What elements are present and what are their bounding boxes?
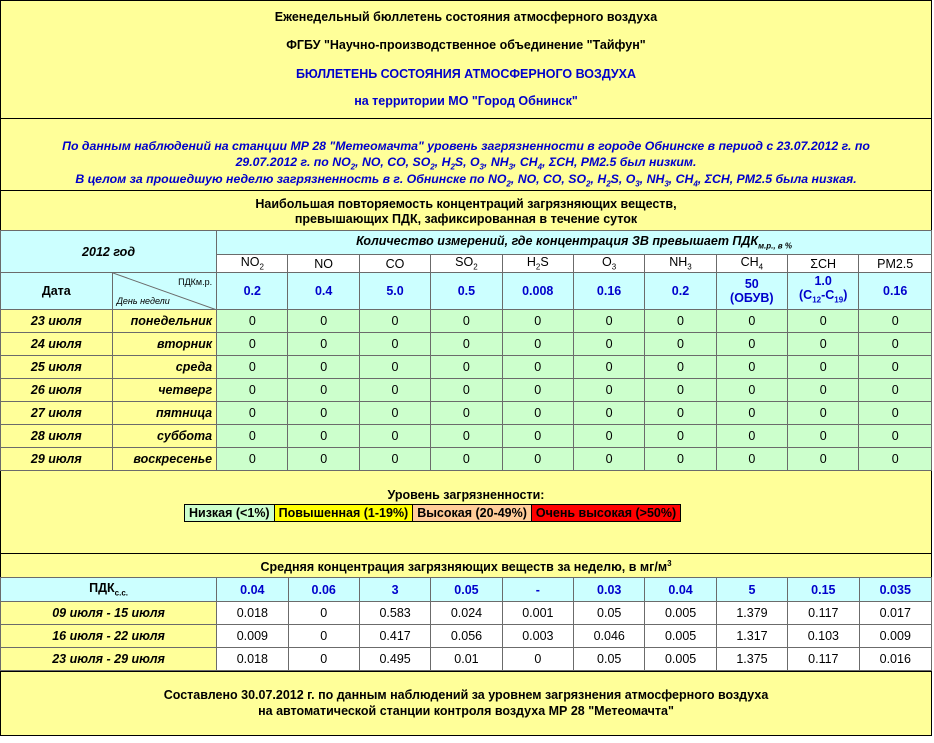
pdk-mr-label: ПДКм.р. bbox=[178, 277, 213, 287]
exceedance-value: 0 bbox=[288, 448, 359, 471]
exceedance-value: 0 bbox=[431, 448, 502, 471]
substance-h2s: $H_2S$ bbox=[502, 255, 573, 273]
exceedance-value: 0 bbox=[716, 310, 787, 333]
exceedance-value: 0 bbox=[359, 379, 430, 402]
exceedance-value: 0 bbox=[288, 310, 359, 333]
exceedance-value: 0 bbox=[573, 425, 644, 448]
exceedance-value: 0 bbox=[645, 402, 716, 425]
exceedance-value: 0 bbox=[431, 333, 502, 356]
average-title: Средняя концентрация загрязняющих веществ за неделю, в $мг/м^3$ bbox=[260, 559, 672, 575]
exceedance-value: 0 bbox=[359, 333, 430, 356]
table-row bbox=[1, 356, 932, 379]
row-weekday: понедельник bbox=[112, 310, 217, 333]
pdk-value: 0.16 bbox=[859, 273, 932, 310]
table-row bbox=[1, 425, 932, 448]
exceedance-value: 0 bbox=[431, 356, 502, 379]
exceedance-value: 0 bbox=[431, 402, 502, 425]
row-date: 26 июля bbox=[1, 379, 113, 402]
exceedance-value: 0 bbox=[645, 310, 716, 333]
concentration-value: 0.417 bbox=[359, 625, 430, 648]
row-date: 28 июля bbox=[1, 425, 113, 448]
pdk-value: 0.2 bbox=[645, 273, 716, 310]
summary-line-3: В целом за прошедшую неделю загрязненность в г. Обнинске по $NO_2$, NO, CO, $SO_2$, $H_2S$, $O_3$, $NH_3$, $CH_4$, ΣCH, PM2.5 была низкая. bbox=[75, 172, 857, 189]
pdk-ss-value: 0.06 bbox=[288, 578, 359, 602]
exceedance-value: 0 bbox=[716, 379, 787, 402]
average-concentration-table bbox=[0, 577, 932, 671]
exceedance-table bbox=[0, 230, 932, 471]
concentration-value: 0.024 bbox=[431, 602, 502, 625]
pdk-ss-value: 0.15 bbox=[788, 578, 859, 602]
table-row bbox=[1, 602, 932, 625]
legend-item: Высокая (20-49%) bbox=[413, 505, 532, 521]
exceedance-value: 0 bbox=[288, 356, 359, 379]
exceedance-value: 0 bbox=[859, 310, 932, 333]
table-row bbox=[1, 625, 932, 648]
table-row bbox=[1, 310, 932, 333]
row-period: 09 июля - 15 июля bbox=[1, 602, 217, 625]
exceedance-value: 0 bbox=[788, 425, 859, 448]
summary-line-2: 29.07.2012 г. по $NO_2$, NO, CO, $SO_2$, $H_2S$, $O_3$, $NH_3$, $CH_4$, ΣCH, PM2.5 был низким. bbox=[235, 155, 697, 172]
exceedance-value: 0 bbox=[645, 448, 716, 471]
pdk-value: 5.0 bbox=[359, 273, 430, 310]
exceedance-value: 0 bbox=[359, 402, 430, 425]
table-row bbox=[1, 448, 932, 471]
pdk-ss-value: 3 bbox=[359, 578, 430, 602]
exceedance-value: 0 bbox=[573, 448, 644, 471]
exceedance-value: 0 bbox=[716, 402, 787, 425]
exceedance-value: 0 bbox=[288, 425, 359, 448]
row-weekday: пятница bbox=[112, 402, 217, 425]
pdk-value-sum-ch: 1.0 $(C_{12}-C_{19})$ bbox=[788, 273, 859, 310]
exceedance-value: 0 bbox=[716, 333, 787, 356]
territory-label: на территории МО "Город Обнинск" bbox=[354, 94, 578, 108]
exceedance-value: 0 bbox=[859, 356, 932, 379]
repeat-title-line-2: превышающих ПДК, зафиксированная в течение суток bbox=[294, 212, 638, 226]
exceedance-value: 0 bbox=[288, 402, 359, 425]
table-row bbox=[1, 333, 932, 356]
row-weekday: суббота bbox=[112, 425, 217, 448]
exceedance-value: 0 bbox=[502, 448, 573, 471]
pdk-ss-row bbox=[1, 578, 932, 602]
row-weekday: среда bbox=[112, 356, 217, 379]
pdk-ss-label: $ПДК_{с.с.}$ bbox=[1, 578, 217, 602]
pdk-value: 0.5 bbox=[431, 273, 502, 310]
exceedance-value: 0 bbox=[288, 379, 359, 402]
concentration-value: 0 bbox=[288, 602, 359, 625]
exceedance-value: 0 bbox=[716, 425, 787, 448]
exceedance-value: 0 bbox=[502, 379, 573, 402]
concentration-value: 0.009 bbox=[217, 625, 288, 648]
row-period: 23 июля - 29 июля bbox=[1, 648, 217, 671]
exceedance-value: 0 bbox=[502, 310, 573, 333]
summary-line-1: По данным наблюдений на станции МР 28 "Метеомачта" уровень загрязненности в городе Обнинске в период с 23.07.2012 г. по bbox=[62, 139, 870, 153]
concentration-value: 0 bbox=[288, 625, 359, 648]
concentration-value: 0.583 bbox=[359, 602, 430, 625]
pdk-value: 0.4 bbox=[288, 273, 359, 310]
substance-no: NO bbox=[288, 255, 359, 273]
pdk-ss-value: 5 bbox=[716, 578, 787, 602]
row-date: 24 июля bbox=[1, 333, 113, 356]
concentration-value: 1.317 bbox=[716, 625, 787, 648]
exceedance-value: 0 bbox=[359, 356, 430, 379]
pdk-ss-value: 0.035 bbox=[859, 578, 931, 602]
row-date: 25 июля bbox=[1, 356, 113, 379]
pdk-ss-value: - bbox=[502, 578, 573, 602]
concentration-value: 0 bbox=[288, 648, 359, 671]
concentration-value: 0.001 bbox=[502, 602, 573, 625]
table-row bbox=[1, 402, 932, 425]
divider bbox=[1, 190, 931, 191]
substance-sum-ch: ΣCH bbox=[788, 255, 859, 273]
exceedance-value: 0 bbox=[859, 402, 932, 425]
exceedance-value: 0 bbox=[359, 448, 430, 471]
exceedance-value: 0 bbox=[217, 425, 288, 448]
exceedance-value: 0 bbox=[217, 310, 288, 333]
substance-ch4: $CH_4$ bbox=[716, 255, 787, 273]
footer-line-2: на автоматической станции контроля воздуха МР 28 "Метеомачта" bbox=[258, 704, 674, 718]
concentration-value: 0.117 bbox=[788, 648, 859, 671]
concentration-value: 0.056 bbox=[431, 625, 502, 648]
bulletin-title: Еженедельный бюллетень состояния атмосферного воздуха bbox=[274, 10, 658, 24]
exceedance-value: 0 bbox=[502, 425, 573, 448]
row-weekday: воскресенье bbox=[112, 448, 217, 471]
divider bbox=[1, 118, 931, 119]
date-column-label: Дата bbox=[1, 273, 113, 310]
concentration-value: 0.005 bbox=[645, 625, 716, 648]
exceedance-value: 0 bbox=[645, 379, 716, 402]
pdk-value-ch4: 50 (ОБУВ) bbox=[716, 273, 787, 310]
exceedance-value: 0 bbox=[217, 379, 288, 402]
legend-item: Очень высокая (>50%) bbox=[532, 505, 680, 521]
concentration-value: 1.375 bbox=[716, 648, 787, 671]
concentration-value: 0.005 bbox=[645, 648, 716, 671]
pdk-ss-value: 0.04 bbox=[645, 578, 716, 602]
legend-item: Низкая (<1%) bbox=[185, 505, 275, 521]
exceedance-value: 0 bbox=[502, 356, 573, 379]
concentration-value: 0.017 bbox=[859, 602, 931, 625]
pdk-ss-value: 0.04 bbox=[217, 578, 288, 602]
concentration-value: 0.009 bbox=[859, 625, 931, 648]
row-period: 16 июля - 22 июля bbox=[1, 625, 217, 648]
pdk-value: 0.16 bbox=[573, 273, 644, 310]
substance-nh3: $NH_3$ bbox=[645, 255, 716, 273]
exceedance-value: 0 bbox=[502, 333, 573, 356]
exceedance-value: 0 bbox=[645, 425, 716, 448]
exceedance-value: 0 bbox=[788, 310, 859, 333]
exceedance-value: 0 bbox=[859, 333, 932, 356]
substance-no2: $NO_2$ bbox=[217, 255, 288, 273]
legend-item: Повышенная (1-19%) bbox=[275, 505, 414, 521]
concentration-value: 1.379 bbox=[716, 602, 787, 625]
exceedance-value: 0 bbox=[573, 402, 644, 425]
exceedance-value: 0 bbox=[431, 310, 502, 333]
exceedance-value: 0 bbox=[217, 402, 288, 425]
concentration-value: 0.018 bbox=[217, 602, 288, 625]
exceedance-value: 0 bbox=[573, 379, 644, 402]
row-weekday: вторник bbox=[112, 333, 217, 356]
table-row bbox=[1, 379, 932, 402]
pdk-value: 0.2 bbox=[217, 273, 288, 310]
exceedance-value: 0 bbox=[573, 333, 644, 356]
divider bbox=[1, 553, 931, 554]
row-date: 27 июля bbox=[1, 402, 113, 425]
exceedance-value: 0 bbox=[217, 333, 288, 356]
exceedance-value: 0 bbox=[859, 425, 932, 448]
exceedance-value: 0 bbox=[217, 356, 288, 379]
concentration-value: 0.046 bbox=[574, 625, 645, 648]
measure-label: Количество измерений, где концентрация ЗВ превышает $ПДК_{м.р., в \%}$ bbox=[217, 231, 932, 255]
bulletin-heading: БЮЛЛЕТЕНЬ СОСТОЯНИЯ АТМОСФЕРНОГО ВОЗДУХА bbox=[295, 67, 637, 81]
concentration-value: 0.05 bbox=[574, 648, 645, 671]
exceedance-value: 0 bbox=[573, 310, 644, 333]
exceedance-value: 0 bbox=[431, 379, 502, 402]
exceedance-value: 0 bbox=[788, 402, 859, 425]
exceedance-value: 0 bbox=[859, 448, 932, 471]
exceedance-value: 0 bbox=[645, 356, 716, 379]
organization-name: ФГБУ "Научно-производственное объединение "Тайфун" bbox=[286, 38, 646, 52]
exceedance-value: 0 bbox=[788, 448, 859, 471]
footer-line-1: Составлено 30.07.2012 г. по данным наблюдений за уровнем загрязнения атмосферного воздуха bbox=[163, 688, 769, 702]
exceedance-value: 0 bbox=[859, 379, 932, 402]
legend-title: Уровень загрязненности: bbox=[387, 488, 545, 502]
divider bbox=[1, 671, 931, 672]
exceedance-value: 0 bbox=[217, 448, 288, 471]
repeat-title-line-1: Наибольшая повторяемость концентраций загрязняющих веществ, bbox=[255, 197, 677, 211]
concentration-value: 0.495 bbox=[359, 648, 430, 671]
exceedance-value: 0 bbox=[788, 379, 859, 402]
exceedance-value: 0 bbox=[288, 333, 359, 356]
exceedance-value: 0 bbox=[788, 333, 859, 356]
exceedance-value: 0 bbox=[716, 448, 787, 471]
exceedance-value: 0 bbox=[645, 333, 716, 356]
exceedance-value: 0 bbox=[502, 402, 573, 425]
pdk-value: 0.008 bbox=[502, 273, 573, 310]
weekday-label: День недели bbox=[116, 296, 170, 306]
concentration-value: 0.016 bbox=[859, 648, 931, 671]
row-date: 29 июля bbox=[1, 448, 113, 471]
concentration-value: 0.117 bbox=[788, 602, 859, 625]
substance-co: CO bbox=[359, 255, 430, 273]
substance-o3: $O_3$ bbox=[573, 255, 644, 273]
exceedance-value: 0 bbox=[716, 356, 787, 379]
concentration-value: 0.005 bbox=[645, 602, 716, 625]
pdk-ss-value: 0.03 bbox=[574, 578, 645, 602]
pdk-row bbox=[1, 273, 932, 310]
exceedance-value: 0 bbox=[788, 356, 859, 379]
pollution-level-legend bbox=[184, 504, 681, 522]
exceedance-value: 0 bbox=[359, 425, 430, 448]
concentration-value: 0.103 bbox=[788, 625, 859, 648]
exceedance-value: 0 bbox=[573, 356, 644, 379]
concentration-value: 0.05 bbox=[574, 602, 645, 625]
row-date: 23 июля bbox=[1, 310, 113, 333]
pdk-weekday-cell bbox=[112, 273, 217, 310]
concentration-value: 0.018 bbox=[217, 648, 288, 671]
substance-pm25: PM2.5 bbox=[859, 255, 932, 273]
substance-so2: $SO_2$ bbox=[431, 255, 502, 273]
row-weekday: четверг bbox=[112, 379, 217, 402]
year-label: 2012 год bbox=[1, 231, 217, 273]
concentration-value: 0.003 bbox=[502, 625, 573, 648]
concentration-value: 0.01 bbox=[431, 648, 502, 671]
exceedance-value: 0 bbox=[431, 425, 502, 448]
concentration-value: 0 bbox=[502, 648, 573, 671]
exceedance-value: 0 bbox=[359, 310, 430, 333]
table-row bbox=[1, 648, 932, 671]
pdk-ss-value: 0.05 bbox=[431, 578, 502, 602]
